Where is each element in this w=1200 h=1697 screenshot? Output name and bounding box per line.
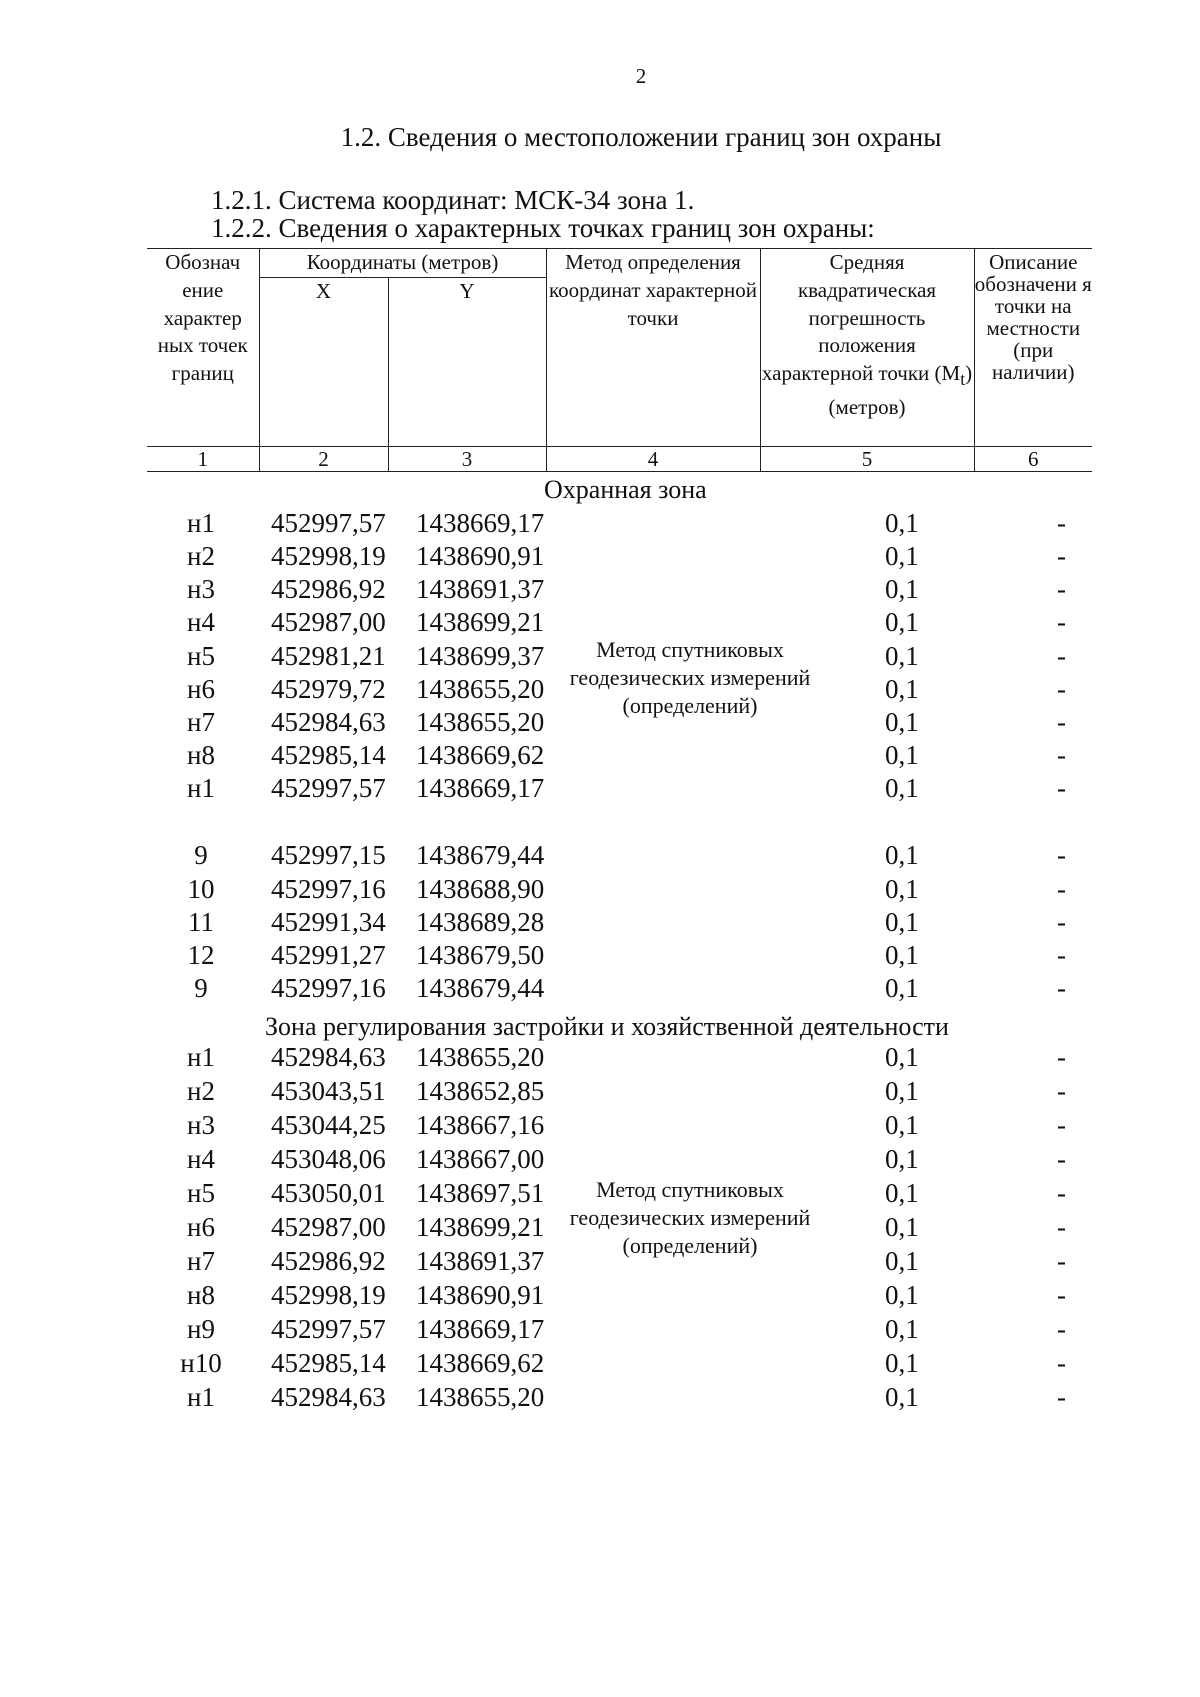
point-id: 11 xyxy=(188,907,214,937)
point-id: н1 xyxy=(187,508,215,538)
point-id: н1 xyxy=(187,1382,215,1412)
y-coordinate: 1438655,20 xyxy=(416,707,545,737)
header-method: Метод определения координат характерной точки xyxy=(546,249,760,447)
x-coordinate: 453050,01 xyxy=(271,1178,386,1208)
x-coordinate: 452997,16 xyxy=(271,874,386,904)
point-id: 12 xyxy=(187,940,215,970)
coordinate-row xyxy=(0,940,1200,974)
point-id: н6 xyxy=(187,674,215,704)
point-description: - xyxy=(1057,1280,1066,1310)
y-coordinate: 1438669,17 xyxy=(416,773,545,803)
point-id: н3 xyxy=(187,1110,215,1140)
header-y: Y xyxy=(388,277,546,446)
point-description: - xyxy=(1057,508,1066,538)
column-number-5: 5 xyxy=(760,446,974,471)
point-id: 9 xyxy=(194,840,208,870)
mean-square-error: 0,1 xyxy=(885,973,919,1003)
mean-square-error: 0,1 xyxy=(885,1042,919,1072)
column-number-6: 6 xyxy=(974,446,1092,471)
coordinate-row xyxy=(0,641,1200,675)
mean-square-error: 0,1 xyxy=(885,674,919,704)
point-id: н8 xyxy=(187,1280,215,1310)
point-description: - xyxy=(1057,840,1066,870)
header-mean-square-error: Средняя квадратическая погрешность положения характерной точки $(M_t)$ (метров) xyxy=(760,249,974,447)
y-coordinate: 1438679,50 xyxy=(416,940,545,970)
mean-square-error: 0,1 xyxy=(885,874,919,904)
y-coordinate: 1438690,91 xyxy=(416,541,545,571)
point-id: 10 xyxy=(187,874,215,904)
point-id: н6 xyxy=(187,1212,215,1242)
point-id: 9 xyxy=(194,973,208,1003)
y-coordinate: 1438699,21 xyxy=(416,1212,545,1242)
y-coordinate: 1438679,44 xyxy=(416,840,545,870)
method-regulation-zone: Метод спутниковых геодезических измерений (определений) xyxy=(569,1177,811,1258)
x-coordinate: 452997,57 xyxy=(271,1314,386,1344)
x-coordinate: 452991,27 xyxy=(271,940,386,970)
point-description: - xyxy=(1057,707,1066,737)
point-id: н1 xyxy=(187,1042,215,1072)
mean-square-error: 0,1 xyxy=(885,1246,919,1276)
x-coordinate: 452997,57 xyxy=(271,773,386,803)
header-coordinates: Координаты (метров) xyxy=(259,249,546,278)
mean-square-error: 0,1 xyxy=(885,1280,919,1310)
x-coordinate: 452985,14 xyxy=(271,1348,386,1378)
y-coordinate: 1438688,90 xyxy=(416,874,545,904)
y-coordinate: 1438699,37 xyxy=(416,641,545,671)
x-coordinate: 453043,51 xyxy=(271,1076,386,1106)
coordinate-row xyxy=(0,874,1200,908)
coordinate-row xyxy=(0,840,1200,874)
point-description: - xyxy=(1057,1212,1066,1242)
y-coordinate: 1438691,37 xyxy=(416,574,545,604)
point-description: - xyxy=(1057,1042,1066,1072)
point-description: - xyxy=(1057,674,1066,704)
x-coordinate: 452997,16 xyxy=(271,973,386,1003)
coordinate-row xyxy=(0,1042,1200,1076)
x-coordinate: 452985,14 xyxy=(271,740,386,770)
mean-square-error: 0,1 xyxy=(885,1144,919,1174)
y-coordinate: 1438679,44 xyxy=(416,973,545,1003)
column-number-1: 1 xyxy=(147,446,259,471)
point-id: н7 xyxy=(187,1246,215,1276)
points-table-header xyxy=(147,248,1092,472)
mean-square-error: 0,1 xyxy=(885,740,919,770)
coordinate-row xyxy=(0,740,1200,774)
coordinate-row xyxy=(0,1110,1200,1144)
coordinate-row xyxy=(0,1348,1200,1382)
mean-square-error: 0,1 xyxy=(885,1212,919,1242)
mean-square-error: 0,1 xyxy=(885,641,919,671)
coordinate-row xyxy=(0,1314,1200,1348)
coordinate-row xyxy=(0,1246,1200,1280)
mean-square-error: 0,1 xyxy=(885,907,919,937)
coordinate-row xyxy=(0,574,1200,608)
mean-square-error: 0,1 xyxy=(885,541,919,571)
y-coordinate: 1438669,62 xyxy=(416,1348,545,1378)
mean-square-error: 0,1 xyxy=(885,1178,919,1208)
coordinate-row xyxy=(0,707,1200,741)
zone-title-protection: Охранная зона xyxy=(544,475,707,504)
point-description: - xyxy=(1057,1110,1066,1140)
y-coordinate: 1438690,91 xyxy=(416,1280,545,1310)
column-number-3: 3 xyxy=(388,446,546,471)
point-description: - xyxy=(1057,907,1066,937)
point-description: - xyxy=(1057,1144,1066,1174)
point-description: - xyxy=(1057,541,1066,571)
x-coordinate: 452998,19 xyxy=(271,1280,386,1310)
mean-square-error: 0,1 xyxy=(885,508,919,538)
point-description: - xyxy=(1057,1348,1066,1378)
coordinate-row xyxy=(0,541,1200,575)
mean-square-error: 0,1 xyxy=(885,707,919,737)
y-coordinate: 1438655,20 xyxy=(416,674,545,704)
mean-square-error: 0,1 xyxy=(885,1348,919,1378)
point-id: н10 xyxy=(180,1348,222,1378)
point-id: н4 xyxy=(187,607,215,637)
point-description: - xyxy=(1057,773,1066,803)
y-coordinate: 1438652,85 xyxy=(416,1076,545,1106)
header-point-designation: Обознач ение характер ных точек границ xyxy=(147,249,259,447)
column-number-4: 4 xyxy=(546,446,760,471)
x-coordinate: 452997,15 xyxy=(271,840,386,870)
coordinate-row xyxy=(0,508,1200,542)
point-id: н1 xyxy=(187,773,215,803)
mean-square-error: 0,1 xyxy=(885,940,919,970)
zone-title-regulation: Зона регулирования застройки и хозяйственной деятельности xyxy=(265,1012,949,1041)
y-coordinate: 1438691,37 xyxy=(416,1246,545,1276)
point-description: - xyxy=(1057,940,1066,970)
point-description: - xyxy=(1057,1382,1066,1412)
point-description: - xyxy=(1057,1314,1066,1344)
mean-square-error: 0,1 xyxy=(885,1382,919,1412)
header-point-description: Описание обозначени я точки на местности (при наличии) xyxy=(974,249,1092,447)
x-coordinate: 453044,25 xyxy=(271,1110,386,1140)
y-coordinate: 1438669,17 xyxy=(416,1314,545,1344)
page-number: 2 xyxy=(635,64,647,88)
y-coordinate: 1438667,00 xyxy=(416,1144,545,1174)
x-coordinate: 452986,92 xyxy=(271,574,386,604)
coordinate-row xyxy=(0,674,1200,708)
y-coordinate: 1438697,51 xyxy=(416,1178,545,1208)
point-description: - xyxy=(1057,641,1066,671)
x-coordinate: 452987,00 xyxy=(271,607,386,637)
point-id: н5 xyxy=(187,641,215,671)
point-id: н5 xyxy=(187,1178,215,1208)
mean-square-error: 0,1 xyxy=(885,574,919,604)
point-id: н4 xyxy=(187,1144,215,1174)
mean-square-error: 0,1 xyxy=(885,1110,919,1140)
point-description: - xyxy=(1057,607,1066,637)
coordinate-row xyxy=(0,1382,1200,1416)
x-coordinate: 452984,63 xyxy=(271,1382,386,1412)
point-description: - xyxy=(1057,1178,1066,1208)
coordinate-system-line: 1.2.1. Система координат: МСК-34 зона 1. xyxy=(211,185,695,215)
point-description: - xyxy=(1057,1076,1066,1106)
coordinate-row xyxy=(0,1076,1200,1110)
point-id: н2 xyxy=(187,1076,215,1106)
point-description: - xyxy=(1057,874,1066,904)
mean-square-error: 0,1 xyxy=(885,840,919,870)
characteristic-points-heading: 1.2.2. Сведения о характерных точках границ зон охраны: xyxy=(211,213,875,243)
coordinate-row xyxy=(0,973,1200,1007)
column-number-2: 2 xyxy=(259,446,388,471)
x-coordinate: 452981,21 xyxy=(271,641,386,671)
header-x: X xyxy=(259,277,388,446)
point-id: н9 xyxy=(187,1314,215,1344)
point-id: н2 xyxy=(187,541,215,571)
coordinate-row xyxy=(0,1280,1200,1314)
x-coordinate: 452997,57 xyxy=(271,508,386,538)
point-description: - xyxy=(1057,740,1066,770)
coordinate-row xyxy=(0,907,1200,941)
x-coordinate: 452986,92 xyxy=(271,1246,386,1276)
x-coordinate: 452987,00 xyxy=(271,1212,386,1242)
mean-square-error: 0,1 xyxy=(885,773,919,803)
y-coordinate: 1438655,20 xyxy=(416,1382,545,1412)
coordinate-row xyxy=(0,1144,1200,1178)
point-id: н7 xyxy=(187,707,215,737)
mean-square-error: 0,1 xyxy=(885,607,919,637)
y-coordinate: 1438689,28 xyxy=(416,907,545,937)
coordinate-row xyxy=(0,773,1200,807)
section-title: 1.2. Сведения о местоположении границ зон охраны xyxy=(340,122,942,152)
point-id: н8 xyxy=(187,740,215,770)
coordinate-row xyxy=(0,1178,1200,1212)
mean-square-error: 0,1 xyxy=(885,1314,919,1344)
point-description: - xyxy=(1057,574,1066,604)
point-id: н3 xyxy=(187,574,215,604)
y-coordinate: 1438667,16 xyxy=(416,1110,545,1140)
point-description: - xyxy=(1057,1246,1066,1276)
point-description: - xyxy=(1057,973,1066,1003)
x-coordinate: 452998,19 xyxy=(271,541,386,571)
y-coordinate: 1438669,17 xyxy=(416,508,545,538)
mean-square-error: 0,1 xyxy=(885,1076,919,1106)
y-coordinate: 1438669,62 xyxy=(416,740,545,770)
method-protection-zone: Метод спутниковых геодезических измерений (определений) xyxy=(569,637,811,718)
x-coordinate: 452984,63 xyxy=(271,707,386,737)
x-coordinate: 452984,63 xyxy=(271,1042,386,1072)
coordinate-row xyxy=(0,1212,1200,1246)
x-coordinate: 452991,34 xyxy=(271,907,386,937)
coordinate-row xyxy=(0,607,1200,641)
y-coordinate: 1438655,20 xyxy=(416,1042,545,1072)
x-coordinate: 452979,72 xyxy=(271,674,386,704)
x-coordinate: 453048,06 xyxy=(271,1144,386,1174)
y-coordinate: 1438699,21 xyxy=(416,607,545,637)
